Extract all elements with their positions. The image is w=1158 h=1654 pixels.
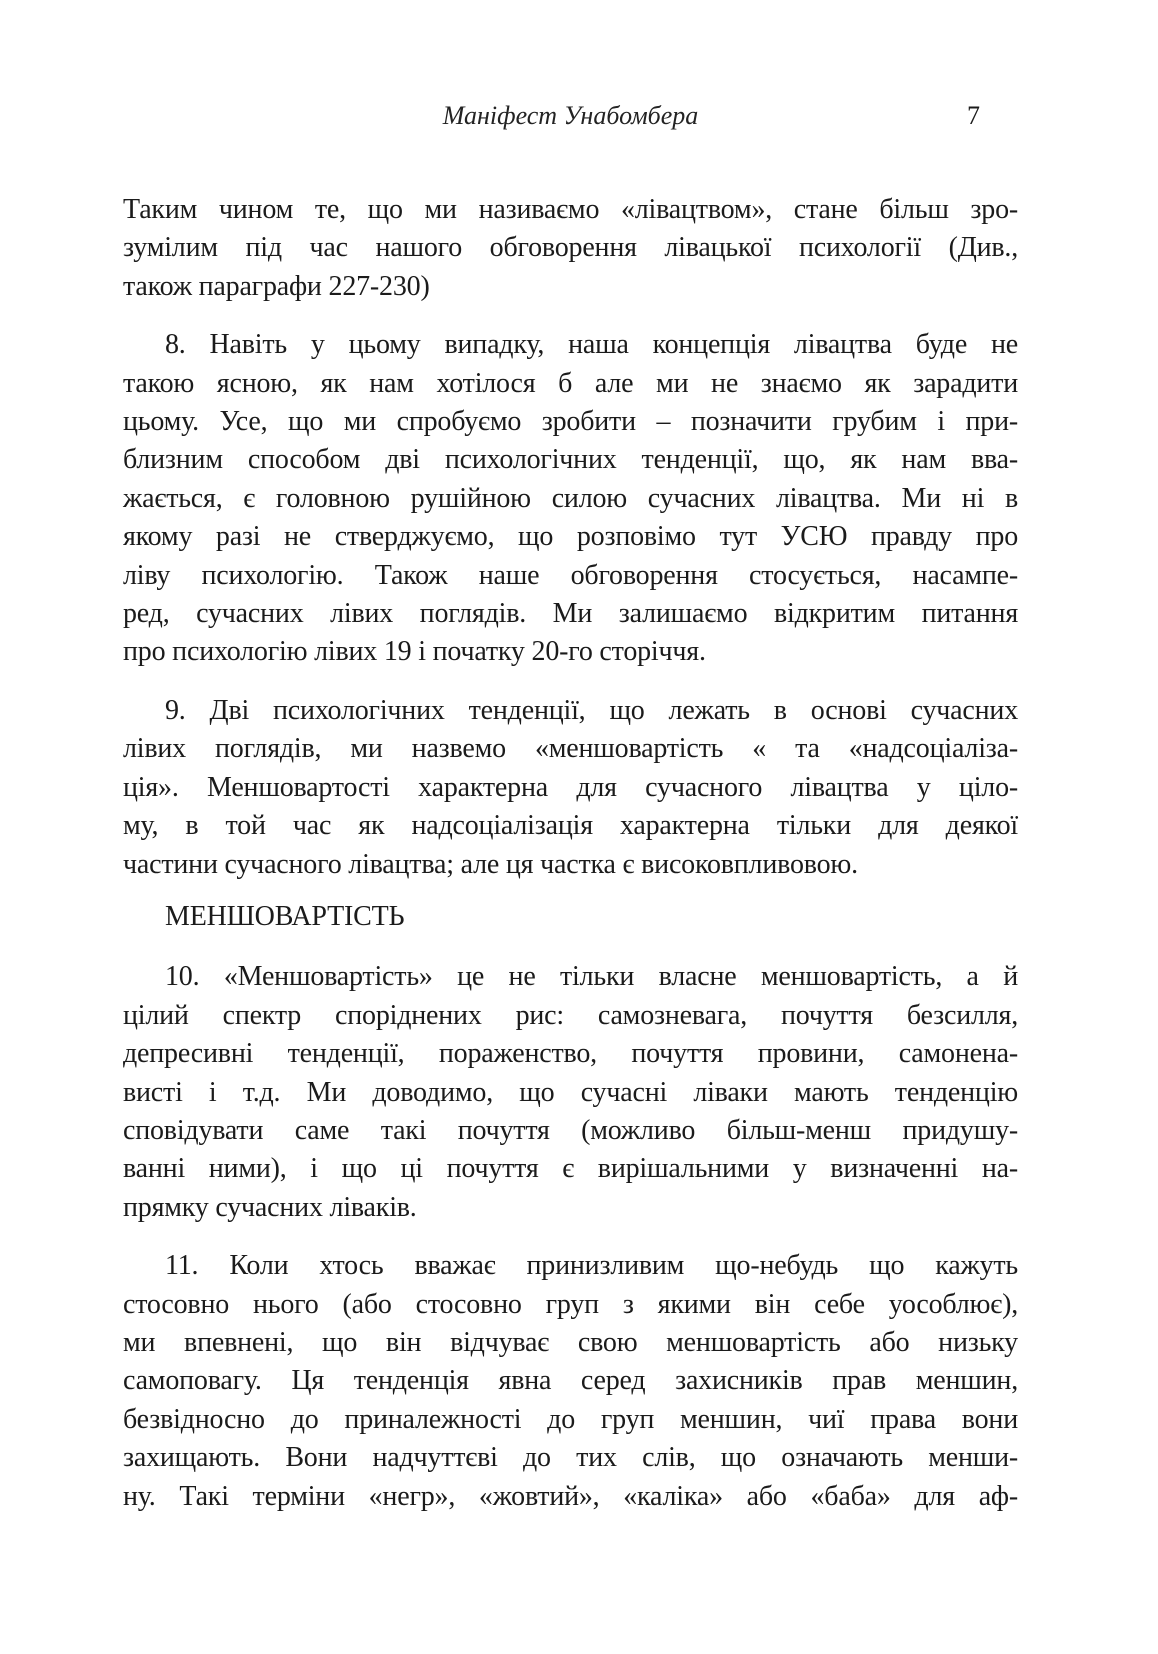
text-line: такою ясною, як нам хотілося б але ми не знаємо як зарадити (123, 367, 1018, 399)
text-line: депресивні тенденції, пораженство, почуття провини, самонена- (123, 1038, 1018, 1070)
text-line: ція». Меншовартості характерна для сучасного лівацтва у ціло- (123, 771, 1018, 803)
running-head (123, 99, 1018, 133)
text-line: близним способом дві психологічних тенденції, що, як нам вва- (123, 444, 1018, 476)
text-line: ну. Такі терміни «негр», «жовтий», «каліка» або «баба» для аф- (123, 1480, 1018, 1512)
text-line: ванні ними), і що ці почуття є вирішальними у визначенні на- (123, 1153, 1018, 1185)
page-number: 7 (967, 101, 980, 130)
page-body (123, 191, 1018, 1516)
text-line: му, в той час як надсоціалізація характерна тільки для деякої (123, 810, 1018, 842)
text-line: цьому. Усе, що ми спробуємо зробити – позначити грубим і при- (123, 406, 1018, 438)
text-line: МЕНШОВАРТІСТЬ (165, 900, 405, 932)
section-heading (123, 898, 1018, 936)
text-line: жається, є головною рушійною силою сучасних лівацтва. Ми ні в (123, 482, 1018, 514)
paragraph (123, 326, 1018, 672)
text-line: частини сучасного лівацтва; але ця частка є високовпливовою. (123, 848, 858, 880)
text-line: 8. Навіть у цьому випадку, наша концепція лівацтва буде не (165, 329, 1018, 361)
paragraph (123, 1247, 1018, 1516)
text-line: ліву психологію. Також наше обговорення стосується, насампе- (123, 559, 1018, 591)
paragraph (123, 191, 1018, 306)
text-line: про психологію лівих 19 і початку 20-го сторіччя. (123, 636, 706, 668)
text-line: 11. Коли хтось вважає принизливим що-небудь що кажуть (165, 1250, 1018, 1282)
text-line: сповідувати саме такі почуття (можливо більш-менш придушу- (123, 1114, 1018, 1146)
paragraph (123, 692, 1018, 884)
text-line: висті і т.д. Ми доводимо, що сучасні ліваки мають тенденцію (123, 1076, 1018, 1108)
text-line: 9. Дві психологічних тенденції, що лежать в основі сучасних (165, 694, 1018, 726)
text-line: цілий спектр споріднених рис: самозневага, почуття безсилля, (123, 999, 1018, 1031)
text-line: ред, сучасних лівих поглядів. Ми залишаємо відкритим питання (123, 598, 1018, 630)
text-line: також параграфи 227-230) (123, 270, 430, 302)
text-line: безвідносно до приналежності до груп меншин, чиї права вони (123, 1403, 1018, 1435)
text-line: самоповагу. Ця тенденція явна серед захисників прав меншин, (123, 1365, 1018, 1397)
text-line: ми впевнені, що він відчуває свою меншовартість або низьку (123, 1326, 1018, 1358)
text-line: Таким чином те, що ми називаємо «лівацтвом», стане більш зро- (123, 194, 1018, 225)
text-line: захищають. Вони надчуттєві до тих слів, що означають менши- (123, 1442, 1018, 1474)
text-line: прямку сучасних ліваків. (123, 1191, 417, 1223)
paragraph (123, 958, 1018, 1227)
text-line: лівих поглядів, ми назвемо «меншовартість « та «надсоціаліза- (123, 733, 1018, 765)
text-line: стосовно нього (або стосовно груп з якими він себе уособлює), (123, 1288, 1018, 1320)
text-line: зумілим під час нашого обговорення лівацької психології (Див., (123, 232, 1018, 264)
text-line: якому разі не стверджуємо, що розповімо тут УСЮ правду про (123, 521, 1018, 553)
text-line: 10. «Меншовартість» це не тільки власне меншовартість, а й (165, 961, 1018, 993)
running-head-title: Маніфест Унабомбера (442, 101, 699, 130)
